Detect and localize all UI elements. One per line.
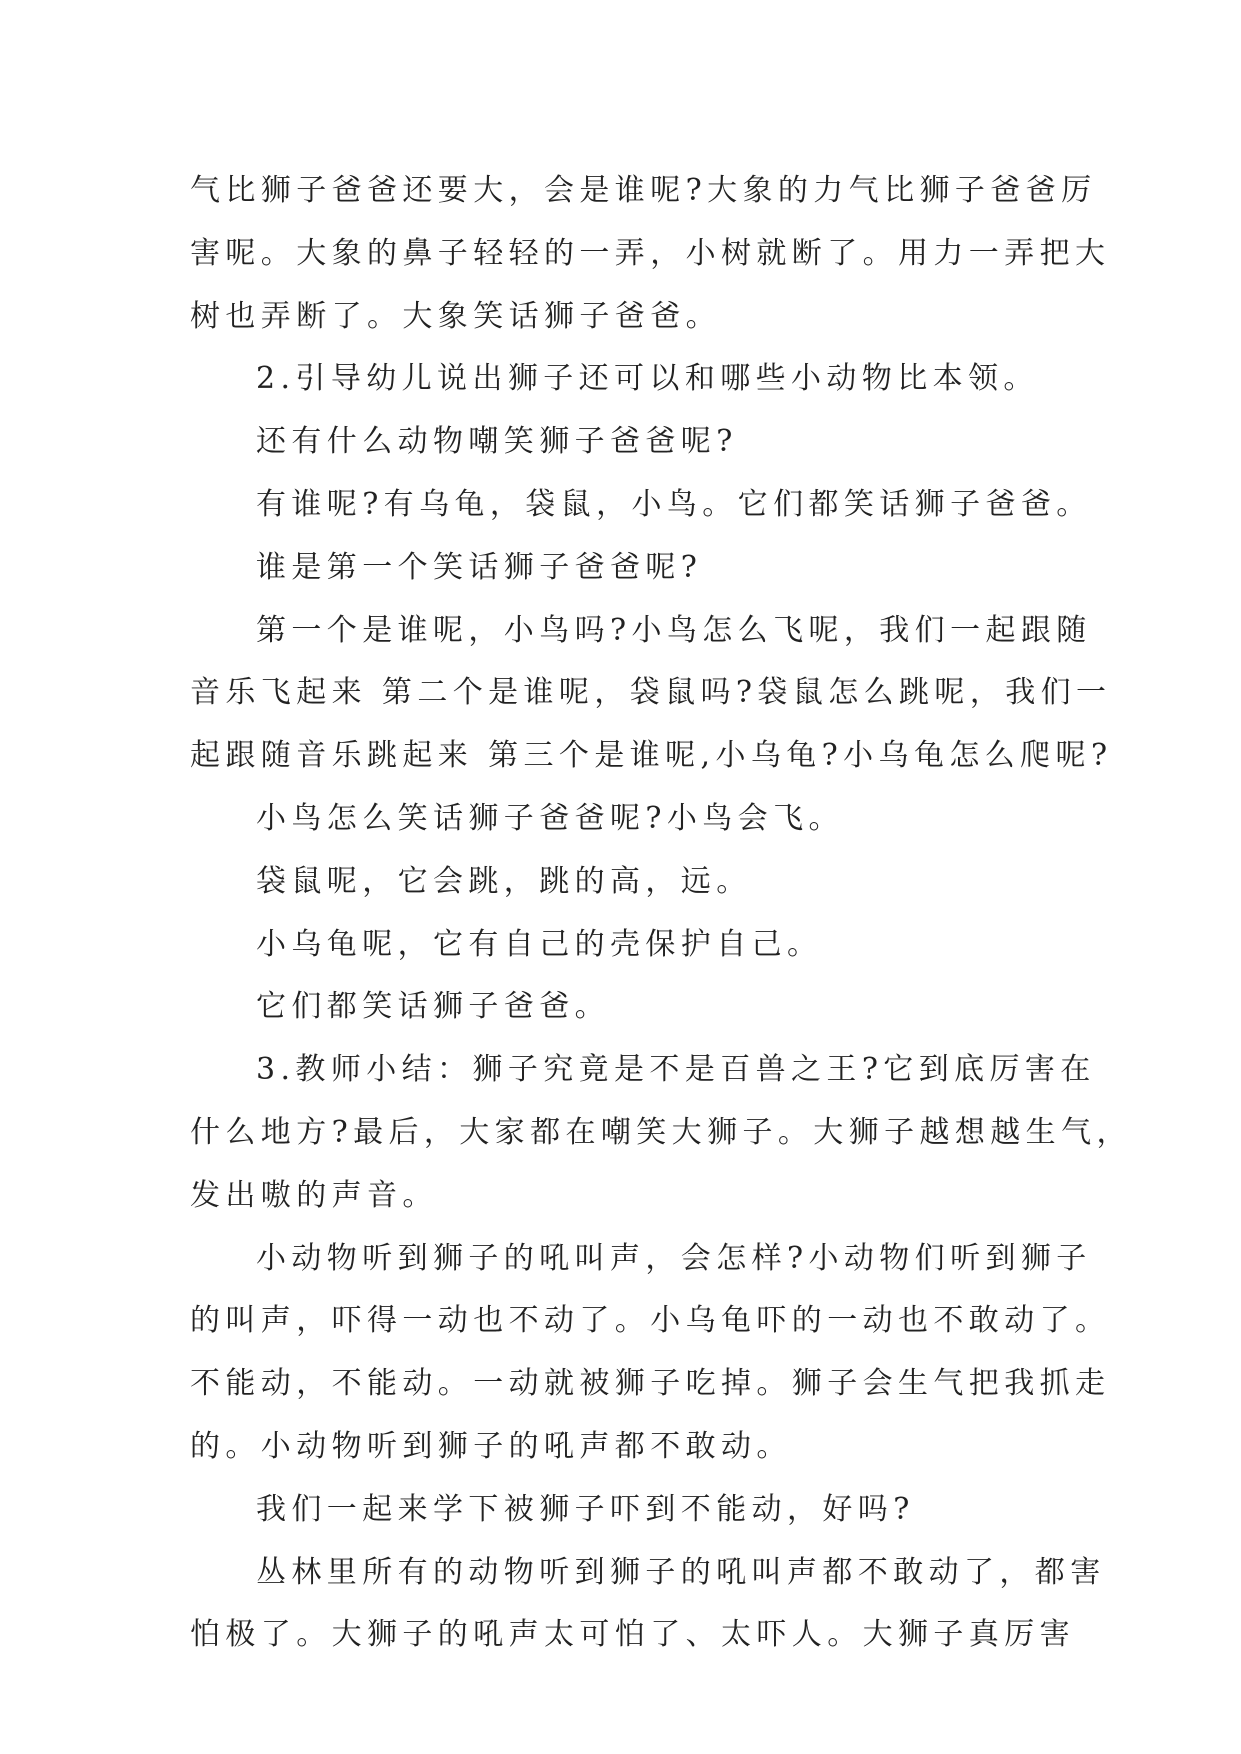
text-line: 的叫声，吓得一动也不动了。小乌龟吓的一动也不敢动了。 [190, 1303, 1111, 1339]
text-line: 它们都笑话狮子爸爸。 [256, 989, 610, 1025]
text-line: 谁是第一个笑话狮子爸爸呢? [256, 549, 703, 585]
text-line: 发出嗷的声音。 [190, 1177, 438, 1213]
text-line: 小动物听到狮子的吼叫声，会怎样?小动物们听到狮子 [256, 1240, 1092, 1276]
text-line: 什么地方?最后，大家都在嘲笑大狮子。大狮子越想越生气， [190, 1114, 1132, 1150]
text-line: 起跟随音乐跳起来 第三个是谁呢,小乌龟?小乌龟怎么爬呢? [190, 738, 1113, 774]
text-line: 气比狮子爸爸还要大，会是谁呢?大象的力气比狮子爸爸厉 [190, 173, 1097, 208]
text-line: 树也弄断了。大象笑话狮子爸爸。 [190, 298, 721, 334]
document-body [190, 160, 1132, 1667]
text-line: 我们一起来学下被狮子吓到不能动，好吗? [256, 1491, 915, 1527]
text-line: 袋鼠呢，它会跳，跳的高，远。 [256, 863, 752, 899]
text-line: 小鸟怎么笑话狮子爸爸呢?小鸟会飞。 [256, 800, 844, 836]
text-line: 还有什么动物嘲笑狮子爸爸呢? [256, 424, 738, 460]
text-line: 有谁呢?有乌龟，袋鼠，小鸟。它们都笑话狮子爸爸。 [256, 486, 1092, 522]
text-line: 害呢。大象的鼻子轻轻的一弄，小树就断了。用力一弄把大 [190, 235, 1111, 271]
text-line: 音乐飞起来 第二个是谁呢，袋鼠吗?袋鼠怎么跳呢，我们一 [190, 675, 1112, 711]
text-line: 2.引导幼儿说出狮子还可以和哪些小动物比本领。 [256, 361, 1039, 397]
text-line: 不能动，不能动。一动就被狮子吃掉。狮子会生气把我抓走 [190, 1366, 1111, 1402]
text-line: 的。小动物听到狮子的吼声都不敢动。 [190, 1428, 792, 1464]
text-line: 3.教师小结：狮子究竟是不是百兽之王?它到底厉害在 [256, 1052, 1096, 1088]
text-line: 丛林里所有的动物听到狮子的吼叫声都不敢动了，都害 [256, 1554, 1106, 1590]
text-line: 怕极了。大狮子的吼声太可怕了、太吓人。大狮子真厉害 [190, 1617, 1075, 1653]
text-line: 小乌龟呢，它有自己的壳保护自己。 [256, 926, 823, 962]
text-line: 第一个是谁呢，小鸟吗?小鸟怎么飞呢，我们一起跟随 [256, 612, 1092, 648]
